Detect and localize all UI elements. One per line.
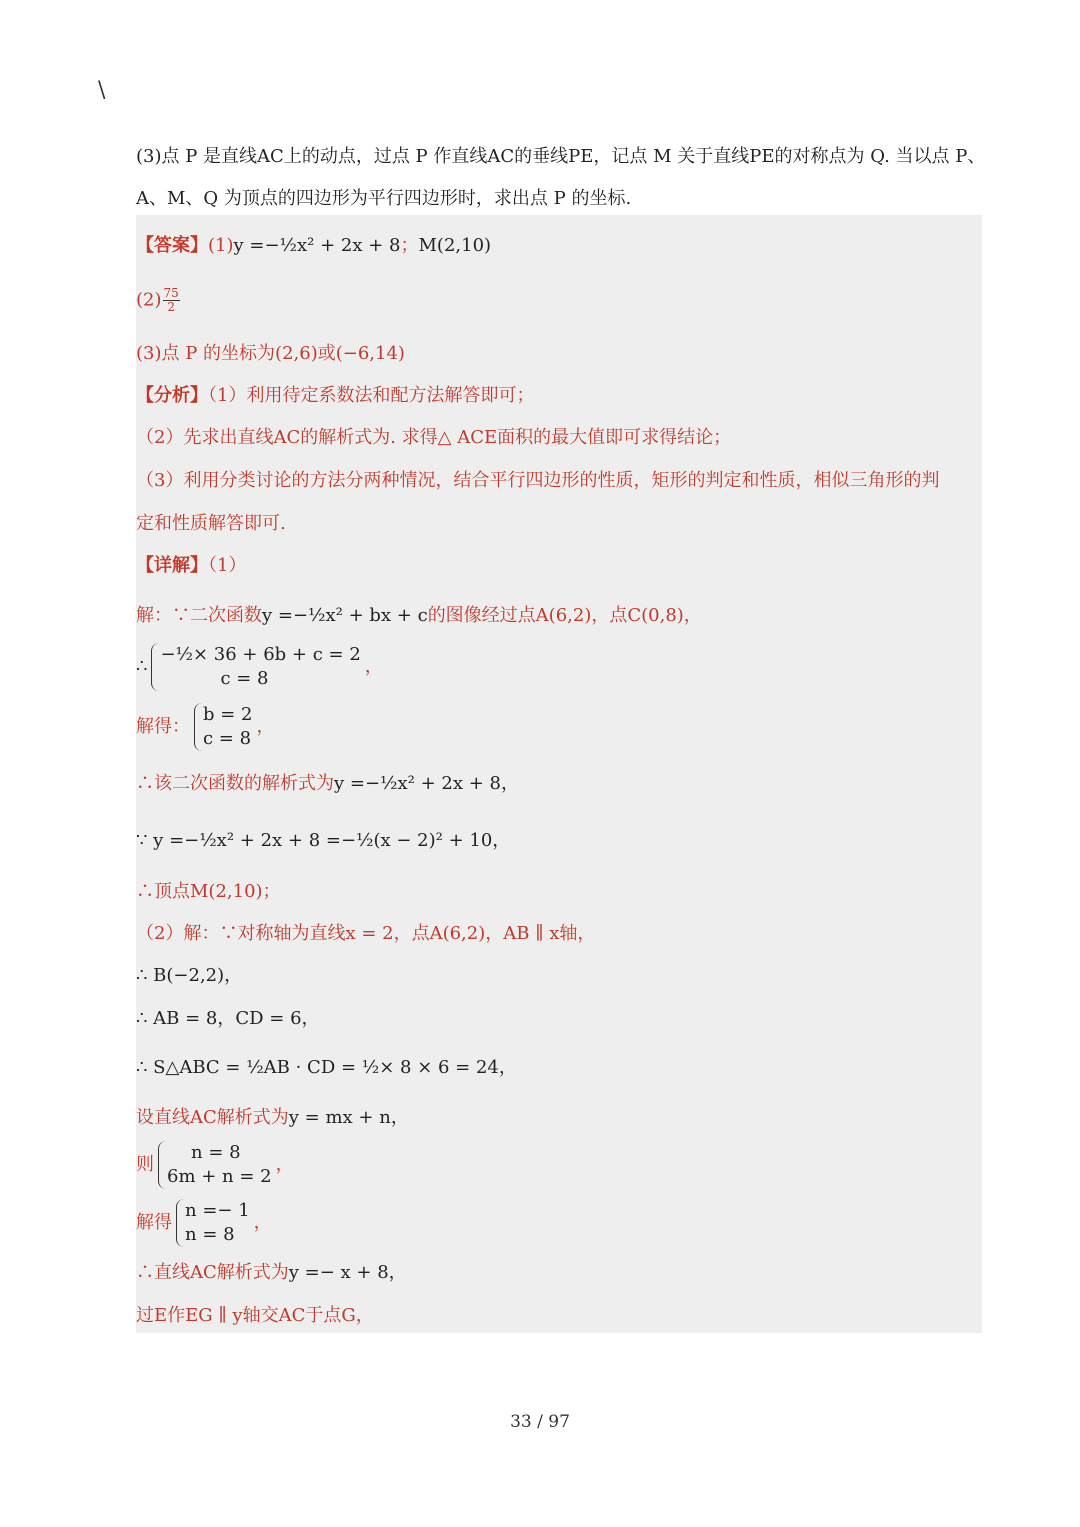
detail-tag: 【详解】 [136, 555, 208, 576]
solution-system-2: 解得 n =− 1 n = 8 ， [136, 1200, 272, 1245]
then-label: 则 [136, 1154, 154, 1175]
step10-equation: y =− x + 8， [288, 1262, 407, 1283]
analysis-line-2: （2）先求出直线AC的解析式为. 求得△ ACE面积的最大值即可求得结论； [136, 427, 732, 448]
detail-step-5: （2）解：∵对称轴为直线x = 2，点A(6,2)，AB ∥ x轴， [136, 923, 596, 944]
detail-step-4: ∴顶点M(2,10)； [136, 881, 281, 902]
answer-line-1 [136, 231, 491, 257]
system-1-row-1: −½× 36 + 6b + c = 2 [160, 644, 361, 665]
corner-mark: \ [98, 78, 106, 103]
system-2-row-2: c = 8 [203, 728, 252, 749]
answer-part1-prefix: (1) [208, 235, 234, 256]
analysis-item-1: （1）利用待定系数法和配方法解答即可； [208, 385, 535, 406]
detail-part-label: （1） [208, 555, 247, 576]
answer-line-2 [136, 287, 181, 314]
system-3-row-1: n = 8 [191, 1142, 241, 1163]
answer-tag: 【答案】 [136, 235, 208, 256]
answer-part1-eq: y =−½x² + 2x + 8 [233, 235, 401, 256]
step1-suffix: 的图像经过点A(6,2)，点C(0,8)， [427, 605, 702, 626]
step9-equation: y = mx + n， [288, 1107, 409, 1128]
page-number: 33 / 97 [510, 1412, 570, 1432]
solution-system-1: 解得： b = 2 c = 8 ， [136, 704, 275, 749]
step1-prefix: 解：∵二次函数 [136, 605, 262, 626]
solution-panel [136, 215, 982, 1333]
system-2-row-1: b = 2 [203, 704, 253, 725]
system-1-row-2: c = 8 [220, 668, 269, 689]
answer-part2-fraction [163, 287, 180, 314]
detail-step-11: 过E作EG ∥ y轴交AC于点G， [136, 1305, 374, 1326]
step2-equation: y =−½x² + 2x + 8， [334, 773, 519, 794]
equation-system-2: 则 n = 8 6m + n = 2 ， [136, 1142, 294, 1187]
detail-step-6: ∴ B(−2,2)， [136, 965, 243, 986]
system-4-row-1: n =− 1 [185, 1200, 250, 1221]
fraction-numerator: 75 [163, 286, 179, 300]
question-text [136, 136, 986, 220]
step9-prefix: 设直线AC解析式为 [136, 1107, 289, 1128]
detail-step-2 [136, 769, 519, 795]
detail-step-7: ∴ AB = 8，CD = 6， [136, 1008, 320, 1029]
system-3-row-2: 6m + n = 2 [167, 1166, 272, 1187]
system-1-brace [151, 643, 360, 691]
analysis-tag: 【分析】 [136, 385, 208, 406]
system-2-brace [194, 703, 253, 751]
equation-system-1: ∴ −½× 36 + 6b + c = 2 c = 8 ， [136, 644, 383, 689]
question-line-2: A、M、Q 为顶点的四边形为平行四边形时，求出点 P 的坐标. [136, 188, 632, 209]
answer-part1-sep: ； [400, 235, 419, 256]
step2-prefix: ∴该二次函数的解析式为 [136, 773, 334, 794]
detail-step-8: ∴ S△ABC = ½AB · CD = ½× 8 × 6 = 24， [136, 1057, 517, 1078]
analysis-line-4: 定和性质解答即可. [136, 513, 286, 534]
analysis-line-3: （3）利用分类讨论的方法分两种情况，结合平行四边形的性质，矩形的判定和性质，相似三角形的判 [136, 470, 940, 491]
step1-equation: y =−½x² + bx + c [262, 605, 428, 626]
system-4-brace [176, 1199, 250, 1247]
detail-header [136, 551, 246, 577]
question-line-1: (3)点 P 是直线AC上的动点，过点 P 作直线AC的垂线PE，记点 M 关于直线PE的对称点为 Q. 当以点 P、 [136, 146, 986, 167]
solve-label-2: 解得 [136, 1212, 172, 1233]
detail-step-1 [136, 601, 702, 627]
answer-line-3: (3)点 P 的坐标为(2,6)或(−6,14) [136, 343, 405, 364]
step10-prefix: ∴直线AC解析式为 [136, 1262, 289, 1283]
fraction-denominator: 2 [167, 300, 175, 314]
detail-step-9 [136, 1103, 409, 1129]
answer-part2-prefix: (2) [136, 289, 162, 311]
analysis-line-1 [136, 381, 534, 407]
system-3-brace [158, 1141, 272, 1189]
system-4-row-2: n = 8 [185, 1224, 235, 1245]
detail-step-3: ∵ y =−½x² + 2x + 8 =−½(x − 2)² + 10， [136, 830, 511, 851]
detail-step-10 [136, 1258, 407, 1284]
solve-label-1: 解得： [136, 716, 190, 737]
answer-vertex: M(2,10) [418, 235, 492, 256]
